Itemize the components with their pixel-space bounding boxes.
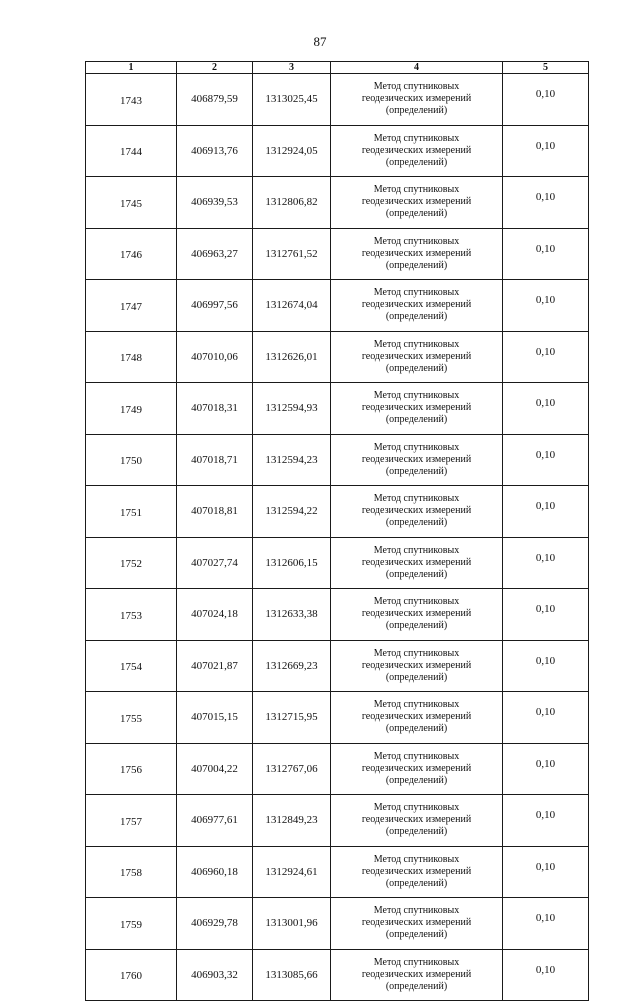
header-row [86,62,589,74]
method-cell [331,846,503,898]
point-number-cell: 1757 [86,795,177,847]
coordinates-table [85,61,589,1001]
accuracy-cell: 0,10 [503,692,589,744]
method-line: Метод спутниковых [373,493,460,505]
x-coordinate-cell: 407015,15 [177,692,253,744]
method-line: (определений) [385,877,448,889]
method-cell [331,692,503,744]
table-row [86,434,589,486]
method-line: (определений) [385,723,448,735]
method-line: геодезических измерений [361,453,472,465]
method-line: (определений) [385,929,448,941]
point-number-cell: 1747 [86,280,177,332]
table-row [86,486,589,538]
y-coordinate-cell: 1312761,52 [253,228,331,280]
method-cell [331,949,503,1001]
method-line: Метод спутниковых [373,699,460,711]
point-number-cell: 1754 [86,640,177,692]
point-number-cell: 1760 [86,949,177,1001]
column-header-5: 5 [503,62,589,74]
y-coordinate-cell: 1312767,06 [253,743,331,795]
table-row [86,795,589,847]
accuracy-cell: 0,10 [503,949,589,1001]
column-header-1: 1 [86,62,177,74]
x-coordinate-cell: 406977,61 [177,795,253,847]
method-line: геодезических измерений [361,711,472,723]
method-line: геодезических измерений [361,196,472,208]
point-number-cell: 1753 [86,589,177,641]
point-number-cell: 1743 [86,74,177,126]
accuracy-cell: 0,10 [503,177,589,229]
method-line: геодезических измерений [361,917,472,929]
table-row [86,692,589,744]
x-coordinate-cell: 406903,32 [177,949,253,1001]
table-row [86,331,589,383]
method-line: (определений) [385,311,448,323]
table-row [86,74,589,126]
method-line: геодезических измерений [361,865,472,877]
x-coordinate-cell: 407018,71 [177,434,253,486]
point-number-cell: 1756 [86,743,177,795]
method-line: (определений) [385,774,448,786]
y-coordinate-cell: 1312924,05 [253,125,331,177]
table-row [86,280,589,332]
method-line: (определений) [385,517,448,529]
accuracy-cell: 0,10 [503,125,589,177]
page-number: 87 [313,34,327,49]
method-line: (определений) [385,826,448,838]
method-cell [331,74,503,126]
method-line: геодезических измерений [361,93,472,105]
x-coordinate-cell: 406960,18 [177,846,253,898]
method-line: геодезических измерений [361,505,472,517]
method-line: геодезических измерений [361,762,472,774]
x-coordinate-cell: 407004,22 [177,743,253,795]
y-coordinate-cell: 1312849,23 [253,795,331,847]
point-number-cell: 1755 [86,692,177,744]
method-line: (определений) [385,671,448,683]
y-coordinate-cell: 1313001,96 [253,898,331,950]
method-line: геодезических измерений [361,144,472,156]
x-coordinate-cell: 406963,27 [177,228,253,280]
y-coordinate-cell: 1312594,23 [253,434,331,486]
method-line: (определений) [385,620,448,632]
table-row [86,383,589,435]
method-cell [331,228,503,280]
accuracy-cell: 0,10 [503,589,589,641]
method-line: (определений) [385,105,448,117]
y-coordinate-cell: 1312594,93 [253,383,331,435]
y-coordinate-cell: 1313085,66 [253,949,331,1001]
table-body [86,74,589,1001]
x-coordinate-cell: 406879,59 [177,74,253,126]
column-header-2: 2 [177,62,253,74]
point-number-cell: 1758 [86,846,177,898]
method-line: (определений) [385,980,448,992]
x-coordinate-cell: 407024,18 [177,589,253,641]
x-coordinate-cell: 406939,53 [177,177,253,229]
method-line: Метод спутниковых [373,596,460,608]
method-line: Метод спутниковых [373,287,460,299]
method-line: Метод спутниковых [373,647,460,659]
method-line: Метод спутниковых [373,81,460,93]
method-line: (определений) [385,208,448,220]
accuracy-cell: 0,10 [503,846,589,898]
accuracy-cell: 0,10 [503,898,589,950]
method-line: геодезических измерений [361,247,472,259]
method-line: геодезических измерений [361,556,472,568]
method-line: (определений) [385,465,448,477]
accuracy-cell: 0,10 [503,383,589,435]
method-cell [331,640,503,692]
method-cell [331,589,503,641]
x-coordinate-cell: 407018,81 [177,486,253,538]
method-line: геодезических измерений [361,608,472,620]
method-cell [331,331,503,383]
point-number-cell: 1752 [86,537,177,589]
method-line: геодезических измерений [361,814,472,826]
table-row [86,846,589,898]
point-number-cell: 1745 [86,177,177,229]
y-coordinate-cell: 1312924,61 [253,846,331,898]
accuracy-cell: 0,10 [503,795,589,847]
point-number-cell: 1749 [86,383,177,435]
point-number-cell: 1748 [86,331,177,383]
y-coordinate-cell: 1312626,01 [253,331,331,383]
method-line: геодезических измерений [361,659,472,671]
method-cell [331,125,503,177]
method-line: (определений) [385,259,448,271]
column-header-3: 3 [253,62,331,74]
method-line: Метод спутниковых [373,802,460,814]
method-cell [331,434,503,486]
x-coordinate-cell: 406997,56 [177,280,253,332]
point-number-cell: 1759 [86,898,177,950]
accuracy-cell: 0,10 [503,228,589,280]
method-line: (определений) [385,568,448,580]
y-coordinate-cell: 1312674,04 [253,280,331,332]
table-row [86,898,589,950]
accuracy-cell: 0,10 [503,537,589,589]
method-line: Метод спутниковых [373,905,460,917]
method-line: геодезических измерений [361,350,472,362]
method-line: Метод спутниковых [373,338,460,350]
accuracy-cell: 0,10 [503,434,589,486]
x-coordinate-cell: 407027,74 [177,537,253,589]
x-coordinate-cell: 406913,76 [177,125,253,177]
table-row [86,537,589,589]
method-cell [331,537,503,589]
method-cell [331,898,503,950]
method-line: Метод спутниковых [373,132,460,144]
accuracy-cell: 0,10 [503,743,589,795]
column-header-4: 4 [331,62,503,74]
x-coordinate-cell: 406929,78 [177,898,253,950]
point-number-cell: 1744 [86,125,177,177]
method-cell [331,280,503,332]
point-number-cell: 1750 [86,434,177,486]
method-line: геодезических измерений [361,402,472,414]
y-coordinate-cell: 1312715,95 [253,692,331,744]
y-coordinate-cell: 1312806,82 [253,177,331,229]
accuracy-cell: 0,10 [503,486,589,538]
y-coordinate-cell: 1312633,38 [253,589,331,641]
method-line: Метод спутниковых [373,441,460,453]
table-row [86,125,589,177]
method-line: Метод спутниковых [373,235,460,247]
x-coordinate-cell: 407010,06 [177,331,253,383]
method-cell [331,795,503,847]
table-row [86,228,589,280]
accuracy-cell: 0,10 [503,331,589,383]
y-coordinate-cell: 1312594,22 [253,486,331,538]
table-row [86,949,589,1001]
table-row [86,640,589,692]
method-line: (определений) [385,156,448,168]
method-line: Метод спутниковых [373,956,460,968]
method-line: Метод спутниковых [373,750,460,762]
method-cell [331,383,503,435]
table-header [86,62,589,74]
method-line: Метод спутниковых [373,390,460,402]
table-row [86,177,589,229]
point-number-cell: 1751 [86,486,177,538]
method-line: (определений) [385,362,448,374]
method-line: Метод спутниковых [373,544,460,556]
point-number-cell: 1746 [86,228,177,280]
method-line: Метод спутниковых [373,184,460,196]
y-coordinate-cell: 1312669,23 [253,640,331,692]
method-line: геодезических измерений [361,299,472,311]
method-line: геодезических измерений [361,968,472,980]
accuracy-cell: 0,10 [503,280,589,332]
x-coordinate-cell: 407021,87 [177,640,253,692]
y-coordinate-cell: 1313025,45 [253,74,331,126]
method-cell [331,486,503,538]
method-line: Метод спутниковых [373,853,460,865]
y-coordinate-cell: 1312606,15 [253,537,331,589]
accuracy-cell: 0,10 [503,74,589,126]
method-cell [331,177,503,229]
accuracy-cell: 0,10 [503,640,589,692]
table-row [86,589,589,641]
x-coordinate-cell: 407018,31 [177,383,253,435]
method-cell [331,743,503,795]
table-row [86,743,589,795]
method-line: (определений) [385,414,448,426]
